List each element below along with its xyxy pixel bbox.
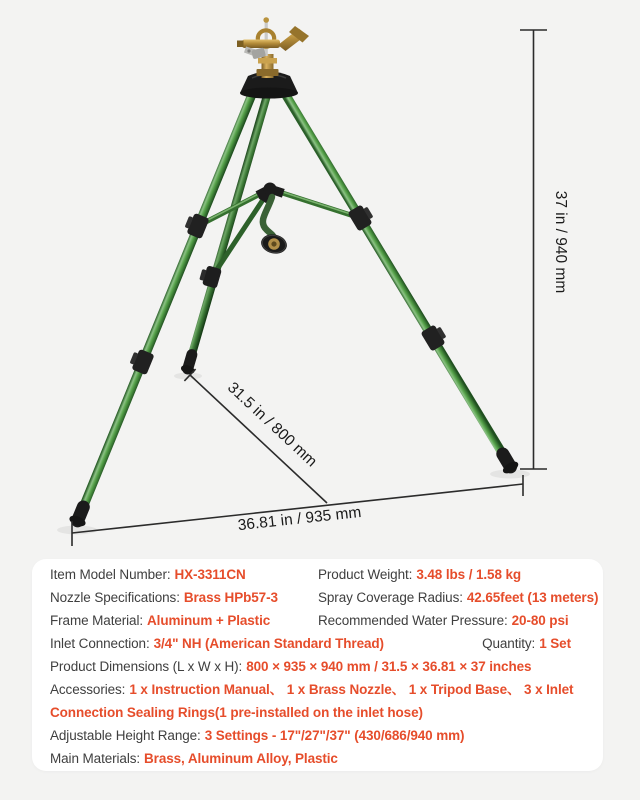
dimension-height xyxy=(520,30,547,469)
spec-label: Product Dimensions (L x W x H): xyxy=(50,659,243,674)
sprinkler-head xyxy=(237,17,309,78)
spec-row-frame-pressure xyxy=(50,609,589,632)
spec-adjustable-height-range xyxy=(50,724,589,747)
spec-label: Accessories: xyxy=(50,682,126,697)
tripod-leg-left xyxy=(78,92,253,520)
spec-row-product-dimensions xyxy=(50,655,589,678)
spec-quantity xyxy=(482,632,589,655)
spec-row-main-materials xyxy=(50,747,589,770)
spec-value: 1 x Instruction Manual、 1 x Brass Nozzle、 1 x Tripod Base、 3 x Inlet Connection Sealing Rings(1 pre-installed on the inlet hose) xyxy=(50,682,574,720)
spec-label: Product Weight: xyxy=(318,567,413,582)
spec-product-weight xyxy=(318,563,521,586)
spec-card xyxy=(32,559,603,771)
spec-row-nozzle-spray xyxy=(50,586,599,609)
spec-spray-coverage-radius xyxy=(318,586,598,609)
tripod-leg-right xyxy=(284,92,510,466)
spec-value: 3 Settings - 17"/27"/37" (430/686/940 mm) xyxy=(204,728,465,743)
spec-value: 42.65feet (13 meters) xyxy=(466,590,599,605)
spec-label: Quantity: xyxy=(482,636,536,651)
spec-accessories xyxy=(50,678,589,724)
spec-inlet-connection xyxy=(50,632,384,655)
dimension-width-label: 36.81 in / 935 mm xyxy=(236,503,363,535)
spec-label: Item Model Number: xyxy=(50,567,171,582)
spec-item-model-number xyxy=(50,563,318,586)
spec-label: Main Materials: xyxy=(50,751,141,766)
spec-label: Spray Coverage Radius: xyxy=(318,590,463,605)
dimension-depth-label: 31.5 in / 800 mm xyxy=(224,379,321,471)
spec-value: HX-3311CN xyxy=(174,567,246,582)
spec-value: 800 × 935 × 940 mm / 31.5 × 36.81 × 37 inches xyxy=(246,659,532,674)
spec-nozzle-specifications xyxy=(50,586,318,609)
spec-row-height-range xyxy=(50,724,589,747)
tripod-cross-braces xyxy=(198,188,360,277)
spec-label: Adjustable Height Range: xyxy=(50,728,201,743)
spec-label: Inlet Connection: xyxy=(50,636,150,651)
spec-main-materials xyxy=(50,747,589,770)
sprinkler-nozzle xyxy=(237,41,244,48)
spec-value: 3/4" NH (American Standard Thread) xyxy=(153,636,384,651)
spec-frame-material xyxy=(50,609,318,632)
spec-value: 3.48 lbs / 1.58 kg xyxy=(416,567,522,582)
spec-value: Brass HPb57-3 xyxy=(183,590,278,605)
sprinkler-pivot-pin xyxy=(265,20,268,56)
spec-label: Frame Material: xyxy=(50,613,144,628)
spec-row-accessories xyxy=(50,678,589,724)
sprinkler-body-arm xyxy=(242,40,280,49)
dimension-height-label: 37 in / 940 mm xyxy=(552,190,569,294)
hose-connector xyxy=(259,232,288,256)
spec-value: Aluminum + Plastic xyxy=(147,613,271,628)
spec-row-inlet-quantity xyxy=(50,632,589,655)
inlet-hose xyxy=(263,197,274,238)
spec-value: 1 Set xyxy=(539,636,571,651)
spec-value: 20-80 psi xyxy=(511,613,569,628)
spec-label: Nozzle Specifications: xyxy=(50,590,180,605)
spec-row-model-weight xyxy=(50,563,589,586)
spec-value: Brass, Aluminum Alloy, Plastic xyxy=(144,751,338,766)
spec-product-dimensions xyxy=(50,655,589,678)
spec-water-pressure xyxy=(318,609,569,632)
dimension-depth xyxy=(184,369,327,503)
spec-label: Recommended Water Pressure: xyxy=(318,613,508,628)
